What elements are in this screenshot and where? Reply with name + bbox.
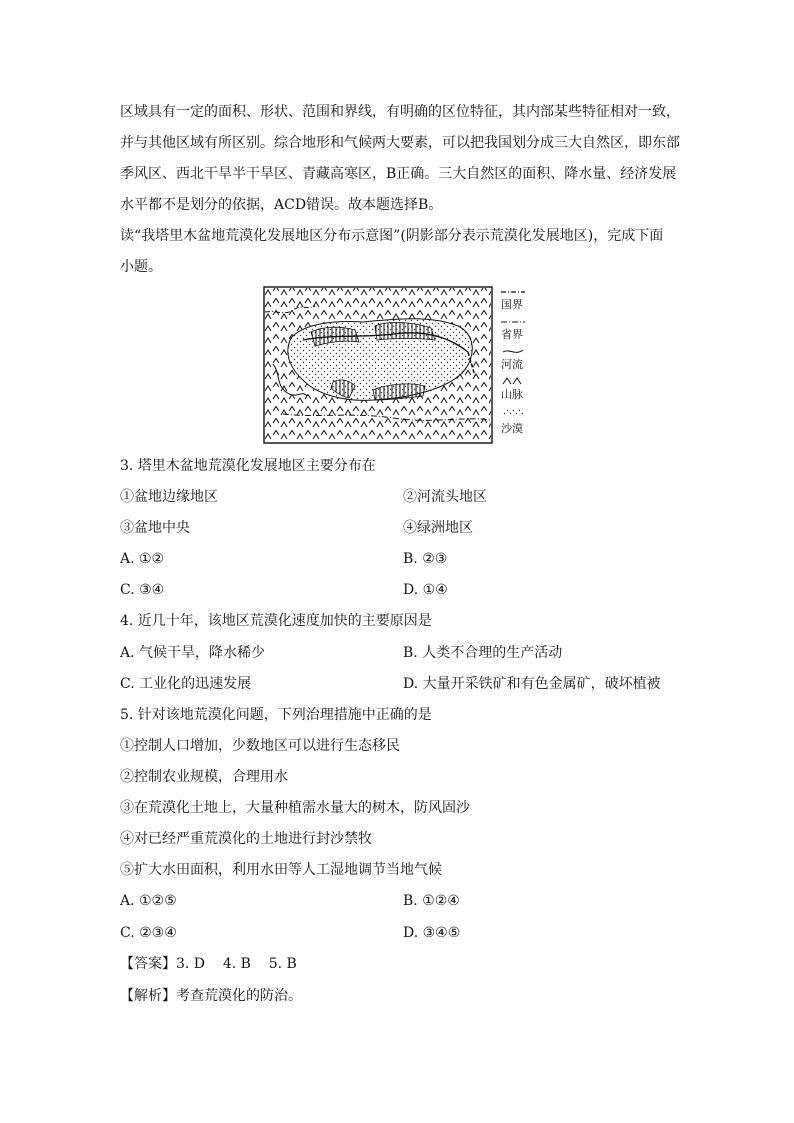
q5-option-a: A. ①②⑤ <box>120 893 177 909</box>
reading-line-2: 小题。 <box>120 259 162 275</box>
reading-line-1: 读“我塔里木盆地荒漠化发展地区分布示意图”(阴影部分表示荒漠化发展地区)，完成下面 <box>120 228 664 244</box>
q4-option-c: C. 工业化的迅速发展 <box>120 676 252 692</box>
q4-option-d: D. 大量开采铁矿和有色金属矿，破坏植被 <box>403 676 661 692</box>
q3-stem: 3. 塔里木盆地荒漠化发展地区主要分布在 <box>120 458 376 474</box>
q5-option-b: B. ①②④ <box>403 893 460 909</box>
q3-item-1: ①盆地边缘地区 <box>120 489 218 505</box>
intro-line-4: 水平都不是划分的依据，ACD错误。故本题选择B。 <box>120 197 443 213</box>
intro-line-3: 季风区、西北干旱半干旱区、青藏高寒区，B正确。三大自然区的面积、降水量、经济发展 <box>120 166 677 182</box>
intro-line-2: 并与其他区域有所区别。综合地形和气候两大要素，可以把我国划分成三大自然区，即东部 <box>120 135 680 151</box>
q5-option-d: D. ③④⑤ <box>403 925 461 941</box>
legend-national-border: 国界 <box>501 298 523 311</box>
q3-option-b: B. ②③ <box>403 551 448 567</box>
q5-item-1: ①控制人口增加，少数地区可以进行生态移民 <box>120 738 400 754</box>
legend-river-symbol <box>503 350 523 352</box>
legend-desert-symbol <box>503 408 523 416</box>
legend-desert: 沙漠 <box>501 422 523 435</box>
q3-option-c: C. ③④ <box>120 582 165 598</box>
q3-option-d: D. ①④ <box>403 582 448 598</box>
q5-stem: 5. 针对该地荒漠化问题，下列治理措施中正确的是 <box>120 707 432 723</box>
q3-option-a: A. ①② <box>120 551 165 567</box>
q3-item-2: ②河流头地区 <box>403 489 487 505</box>
analysis-line: 【解析】考查荒漠化的防治。 <box>120 988 302 1004</box>
answer-line: 【答案】3. D 4. B 5. B <box>120 956 297 972</box>
legend-mountain: 山脉 <box>501 388 523 401</box>
map-legend <box>501 292 525 435</box>
q3-item-4: ④绿洲地区 <box>403 520 473 536</box>
q4-option-a: A. 气候干旱，降水稀少 <box>120 645 266 661</box>
legend-province-border: 省界 <box>501 328 523 341</box>
q4-option-b: B. 人类不合理的生产活动 <box>403 645 563 661</box>
intro-line-1: 区域具有一定的面积、形状、范围和界线，有明确的区位特征，其内部某些特征相对一致， <box>120 104 680 120</box>
q5-item-2: ②控制农业规模，合理用水 <box>120 769 288 785</box>
q3-item-3: ③盆地中央 <box>120 520 190 536</box>
q5-option-c: C. ②③④ <box>120 925 177 941</box>
q5-item-5: ⑤扩大水田面积，利用水田等人工湿地调节当地气候 <box>120 862 442 878</box>
tarim-desertification-map <box>263 286 528 446</box>
q5-item-3: ③在荒漠化土地上，大量种植需水量大的树木，防风固沙 <box>120 800 470 816</box>
q4-stem: 4. 近几十年，该地区荒漠化速度加快的主要原因是 <box>120 613 432 629</box>
q5-item-4: ④对已经严重荒漠化的土地进行封沙禁牧 <box>120 831 372 847</box>
legend-mountain-symbol <box>503 378 521 384</box>
legend-river: 河流 <box>501 358 523 371</box>
